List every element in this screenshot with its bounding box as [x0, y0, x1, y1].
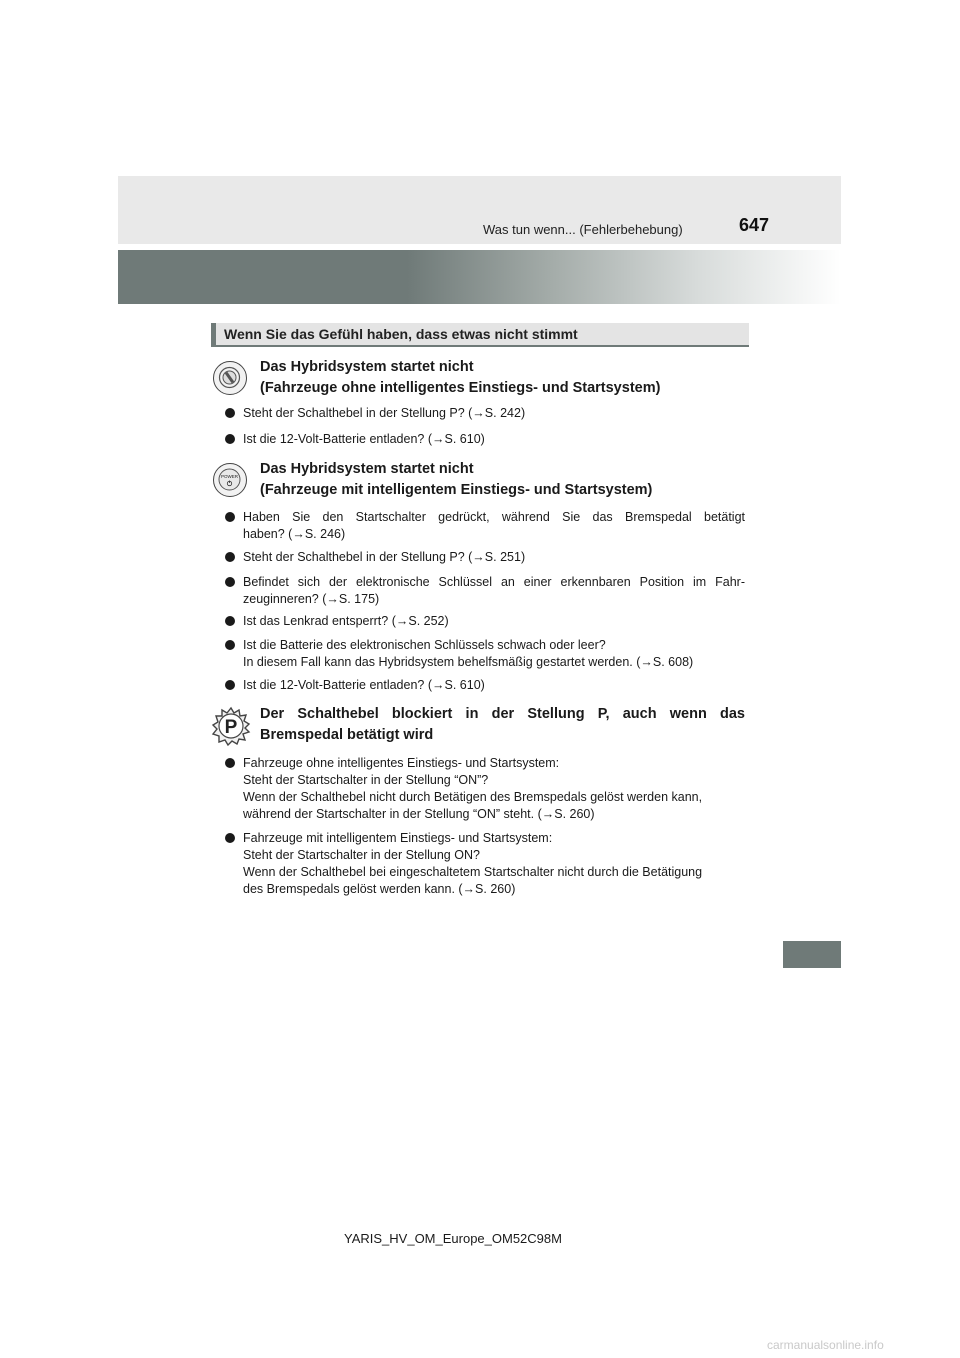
list-item: Steht der Schalthebel in der Stellung P? (→S. 251): [225, 549, 745, 566]
list-item: Ist das Lenkrad entsperrt? (→S. 252): [225, 613, 745, 630]
parking-icon-label: P: [224, 717, 238, 738]
chapter-side-tab: [783, 941, 841, 968]
parking-gear-icon: [210, 705, 252, 747]
section-header: [211, 323, 749, 347]
list-item: Ist die 12-Volt-Batterie entladen? (→S. 610): [225, 431, 745, 448]
header-band: [118, 176, 841, 244]
chapter-title: Was tun wenn... (Fehlerbehebung): [483, 222, 683, 237]
list-item: Fahrzeuge mit intelligentem Einstiegs- und Startsystem: Steht der Startschalter in der Stellung ON? Wenn der Schalthebel bei eingeschaltetem Startschalter nicht durch die Betätigung des Bremspedals gelöst werden kann. (→S. 260): [225, 830, 745, 898]
subsection-title: Das Hybridsystem startet nicht (Fahrzeuge mit intelligentem Einstiegs- und Startsystem): [260, 461, 653, 498]
list-item: Ist die 12-Volt-Batterie entladen? (→S. 610): [225, 677, 745, 694]
power-switch-icon: [213, 463, 247, 497]
chapter-gradient-bar: [118, 250, 841, 304]
page-number: 647: [739, 215, 770, 235]
section-accent: [211, 323, 216, 345]
subsection-title: Der Schalthebel blockiert in der Stellung P, auch wenn das Bremspedal betätigt wird: [260, 706, 745, 743]
ignition-key-switch-icon: [213, 361, 247, 395]
list-item: Befindet sich der elektronische Schlüssel an einer erkennbaren Position im Fahr- zeuginneren? (→S. 175): [225, 574, 745, 608]
list-item: Haben Sie den Startschalter gedrückt, während Sie das Bremspedal betätigt haben? (→S. 246): [225, 509, 745, 543]
section-title: Wenn Sie das Gefühl haben, dass etwas nicht stimmt: [224, 326, 578, 342]
watermark: carmanualsonline.info: [767, 1338, 884, 1352]
subsection-title: Das Hybridsystem startet nicht (Fahrzeuge ohne intelligentes Einstiegs- und Startsystem): [260, 359, 661, 396]
list-item: Ist die Batterie des elektronischen Schlüssels schwach oder leer? In diesem Fall kann das Hybridsystem behelfsmäßig gestartet werden. (→S. 608): [225, 637, 745, 671]
list-item: Fahrzeuge ohne intelligentes Einstiegs- und Startsystem: Steht der Startschalter in der Stellung “ON”? Wenn der Schalthebel nicht durch Betätigen des Bremspedals gelöst werden kann, während der Startschalter in der Stellung “ON” steht. (→S. 260): [225, 755, 745, 823]
list-item: Steht der Schalthebel in der Stellung P? (→S. 242): [225, 405, 745, 422]
power-icon-label: POWER: [220, 474, 239, 479]
footer-doc-code: YARIS_HV_OM_Europe_OM52C98M: [344, 1231, 562, 1246]
